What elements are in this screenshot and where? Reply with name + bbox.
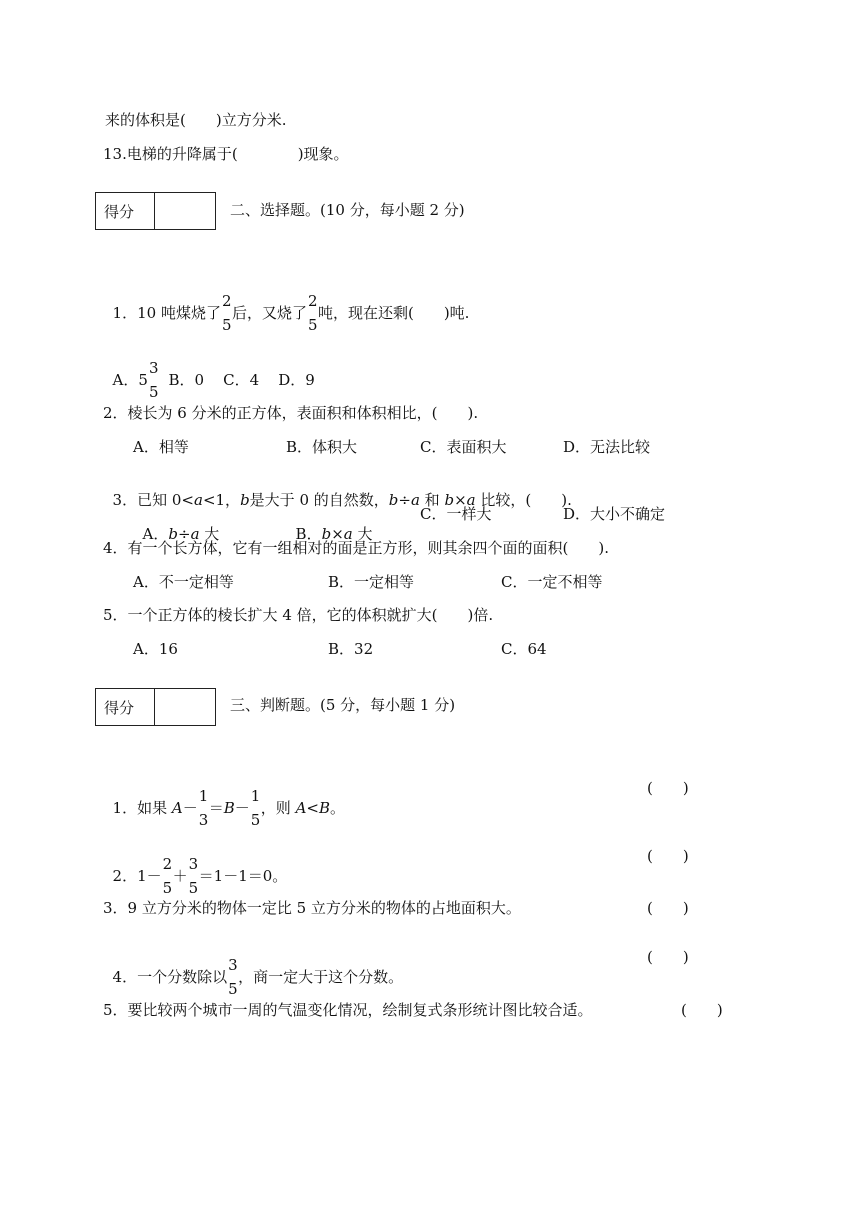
fill-blank-question-13: 13.电梯的升降属于( )现象。 — [103, 145, 349, 163]
score-box-section-2 — [95, 192, 216, 230]
fraction: 3 5 — [188, 855, 199, 897]
score-label: 得分 — [96, 193, 155, 229]
judge-answer-paren-5[interactable]: ( ) — [681, 1001, 723, 1019]
q2-option-b: B．体积大 — [286, 438, 358, 456]
q2-option-d: D．无法比较 — [563, 438, 651, 456]
choice-question-1: 1．10 吨煤烧了 2 5 后，又烧了 2 5 吨，现在还剩( )吨. — [112, 292, 470, 334]
choice-question-1-options: A．5 3 5 B．0 C．4 D．9 — [112, 359, 315, 401]
q4-option-c: C．一定不相等 — [501, 573, 603, 591]
score-label: 得分 — [96, 689, 155, 725]
choice-question-5: 5．一个正方体的棱长扩大 4 倍，它的体积就扩大( )倍. — [103, 606, 494, 624]
judge-answer-paren-4[interactable]: ( ) — [647, 948, 689, 966]
judge-answer-paren-3[interactable]: ( ) — [647, 899, 689, 917]
q3-option-a: A．b÷a 大 — [142, 525, 220, 543]
section-3-heading: 三、判断题。(5 分，每小题 1 分) — [230, 696, 456, 714]
judge-answer-paren-2[interactable]: ( ) — [647, 847, 689, 865]
q3-option-d: D．大小不确定 — [563, 505, 666, 523]
q3-option-b: B．b×a 大 — [295, 525, 373, 543]
choice-question-3: 3．已知 0<a<1，b是大于 0 的自然数，b÷a 和 b×a 比较，( ). — [112, 491, 572, 509]
judge-question-4: 4．一个分数除以 3 5 ，商一定大于这个分数。 — [112, 956, 404, 998]
fraction: 2 5 — [162, 855, 173, 897]
fill-blank-line-12-tail: 来的体积是( )立方分米. — [105, 111, 287, 129]
judge-question-1: 1．如果 A－ 1 3 ＝B－ 1 5 ，则 A<B。 — [112, 787, 346, 829]
q4-option-b: B．一定相等 — [328, 573, 415, 591]
choice-question-2: 2．棱长为 6 分米的正方体，表面积和体积相比，( ). — [103, 404, 479, 422]
q5-option-b: B．32 — [328, 640, 374, 658]
section-2-heading: 二、选择题。(10 分，每小题 2 分) — [230, 201, 465, 219]
q5-option-c: C．64 — [501, 640, 547, 658]
fraction: 1 3 — [198, 787, 209, 829]
q3-option-c: C．一样大 — [420, 505, 492, 523]
score-blank[interactable] — [155, 193, 215, 229]
fraction: 2 5 — [221, 292, 232, 334]
judge-answer-paren-1[interactable]: ( ) — [647, 779, 689, 797]
judge-question-3: 3．9 立方分米的物体一定比 5 立方分米的物体的占地面积大。 — [103, 899, 521, 917]
q5-option-a: A．16 — [133, 640, 178, 658]
fraction: 1 5 — [250, 787, 261, 829]
q4-option-a: A．不一定相等 — [133, 573, 234, 591]
fraction: 2 5 — [307, 292, 318, 334]
score-blank[interactable] — [155, 689, 215, 725]
q2-option-c: C．表面积大 — [420, 438, 507, 456]
judge-question-5: 5．要比较两个城市一周的气温变化情况，绘制复式条形统计图比较合适。 — [103, 1001, 593, 1019]
q2-option-a: A．相等 — [133, 438, 189, 456]
judge-question-2: 2．1－ 2 5 ＋ 3 5 ＝1－1＝0。 — [112, 855, 288, 897]
score-box-section-3 — [95, 688, 216, 726]
fraction: 3 5 — [228, 956, 238, 998]
choice-question-4: 4．有一个长方体，它有一组相对的面是正方形，则其余四个面的面积( ). — [103, 539, 610, 557]
fraction: 3 5 — [148, 359, 159, 401]
